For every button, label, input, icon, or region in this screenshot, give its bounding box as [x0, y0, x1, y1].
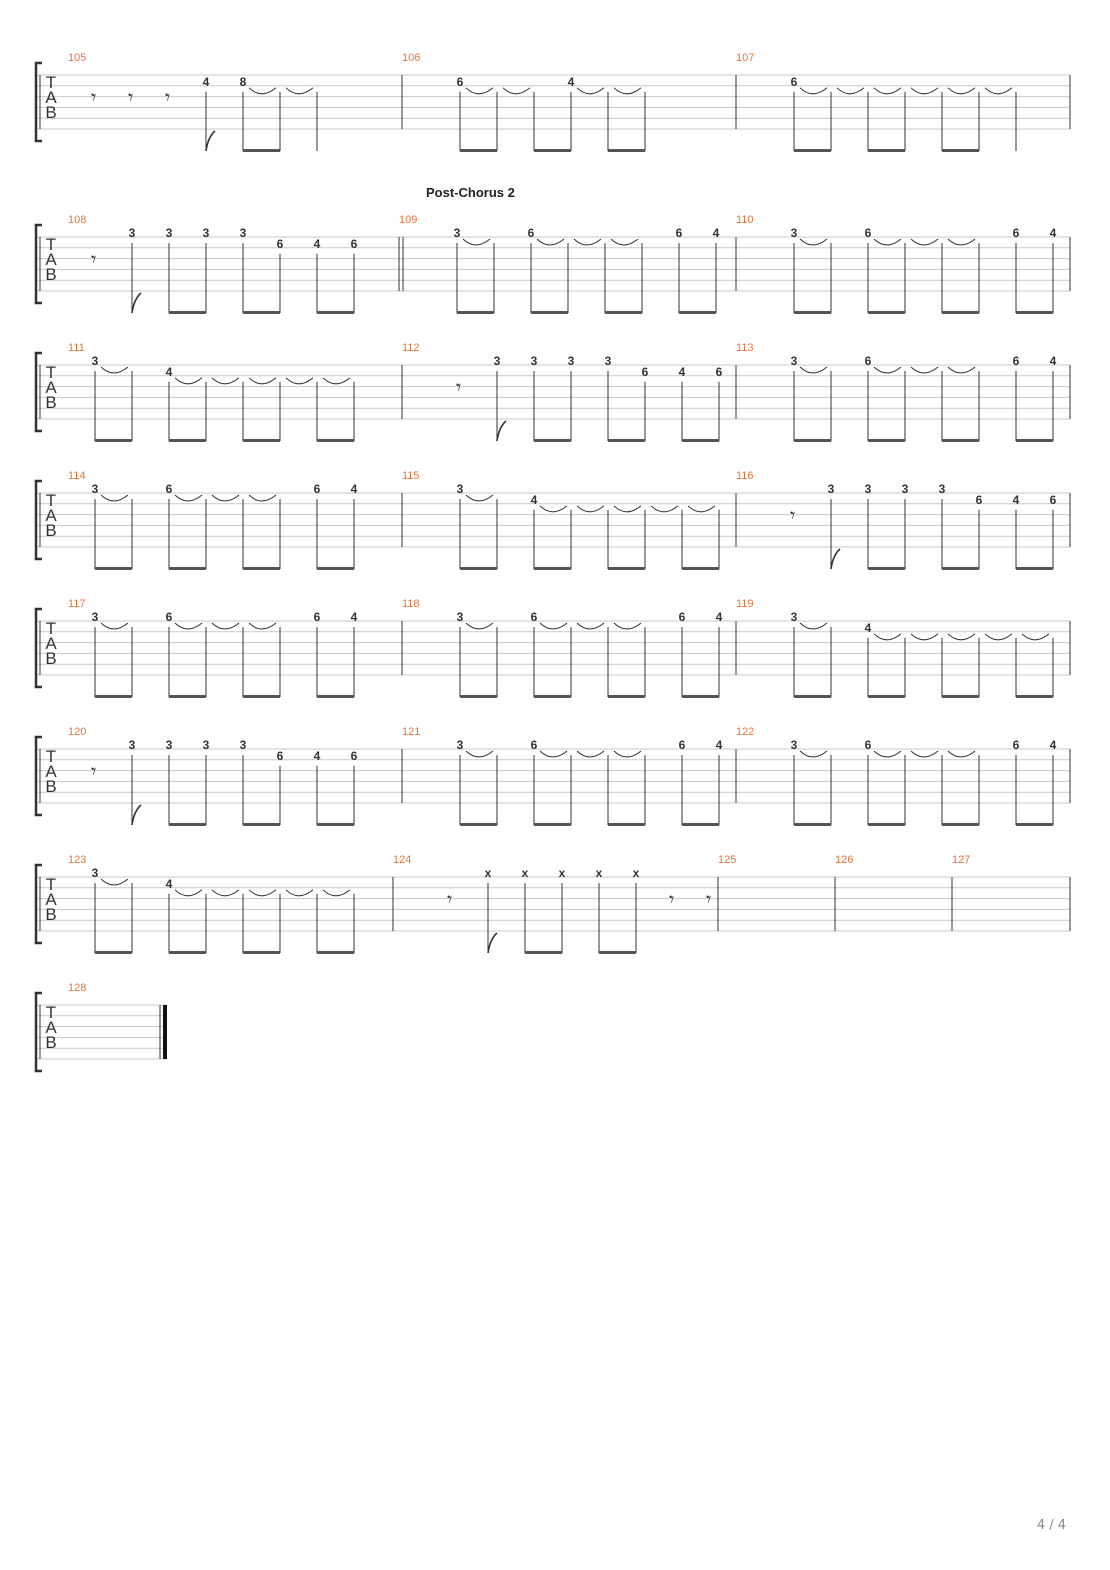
fret-number: 3 [91, 866, 99, 880]
fret-number: 3 [91, 482, 99, 496]
fret-number: x [632, 866, 640, 880]
fret-number: 4 [712, 226, 720, 240]
bar-number: 120 [68, 726, 87, 738]
eighth-rest: 𝄾 [669, 887, 675, 911]
tie-arc [911, 751, 938, 757]
fret-number: 3 [901, 482, 909, 496]
bar-number: 119 [736, 598, 754, 610]
tie-arc [1022, 634, 1049, 640]
beam [243, 149, 280, 152]
fret-number: 4 [1012, 492, 1020, 507]
beam [682, 567, 719, 570]
tie-arc [837, 88, 864, 94]
tie-arc [911, 239, 938, 245]
tie-arc [800, 623, 827, 629]
tab-clef-letter: A [45, 890, 57, 909]
beam [95, 439, 132, 442]
fret-number: 4 [715, 610, 723, 624]
bar-number: 107 [736, 52, 755, 64]
tie-arc [466, 88, 493, 94]
fret-number: 4 [350, 482, 358, 496]
beam [317, 823, 354, 826]
beam [243, 951, 280, 954]
beam [608, 567, 645, 570]
beam [534, 439, 571, 442]
tie-arc [323, 378, 350, 384]
beam [1016, 695, 1053, 698]
beam [534, 567, 571, 570]
tie-arc [286, 378, 313, 384]
bar-number: 112 [402, 342, 420, 354]
beam [534, 695, 571, 698]
bar-number: 127 [952, 854, 971, 866]
tab-clef-letter: T [45, 363, 57, 382]
fret-number: 4 [202, 74, 210, 89]
tie-arc [101, 879, 128, 885]
fret-number: 6 [1012, 226, 1020, 240]
fret-number: 6 [276, 236, 284, 251]
tie-arc [101, 623, 128, 629]
beam [460, 823, 497, 826]
beam [460, 149, 497, 152]
tie-arc [286, 890, 313, 896]
tab-clef-letter: A [45, 506, 57, 525]
tie-arc [614, 623, 641, 629]
beam [942, 567, 979, 570]
fret-number: x [521, 866, 529, 880]
note-flag [206, 131, 215, 151]
bar-number: 118 [402, 598, 420, 610]
fret-number: 6 [678, 738, 686, 752]
fret-number: 3 [453, 226, 461, 240]
fret-number: 3 [493, 354, 501, 368]
tie-arc [611, 239, 638, 245]
beam [243, 695, 280, 698]
bar-number: 109 [399, 214, 418, 226]
bar-number: 113 [736, 342, 754, 354]
tie-arc [540, 506, 567, 512]
fret-number: 6 [165, 610, 173, 624]
fret-number: 6 [641, 364, 649, 379]
tie-arc [800, 239, 827, 245]
bar-number: 110 [736, 214, 754, 226]
tab-clef-letter: B [45, 1033, 57, 1052]
fret-number: 6 [276, 748, 284, 763]
beam [1016, 823, 1053, 826]
beam [794, 311, 831, 314]
tab-clef-letter: A [45, 88, 57, 107]
fret-number: 3 [567, 354, 575, 368]
fret-number: 6 [313, 610, 321, 624]
eighth-rest: 𝄾 [128, 85, 134, 109]
fret-number: 3 [827, 482, 835, 496]
beam [169, 567, 206, 570]
note-flag [831, 549, 840, 569]
tie-arc [911, 634, 938, 640]
tab-clef-letter: B [45, 265, 57, 284]
fret-number: 6 [456, 74, 464, 89]
fret-number: 6 [678, 610, 686, 624]
beam [868, 439, 905, 442]
note-flag [497, 421, 506, 441]
beam [942, 311, 979, 314]
bar-number: 128 [68, 982, 87, 994]
fret-number: 8 [239, 74, 247, 89]
tie-arc [948, 751, 975, 757]
tie-arc [101, 367, 128, 373]
fret-number: 3 [530, 354, 538, 368]
beam [317, 951, 354, 954]
tab-system [36, 342, 1070, 442]
tie-arc [651, 506, 678, 512]
tie-arc [614, 88, 641, 94]
bar-number: 115 [402, 470, 420, 482]
tab-clef-letter: T [45, 73, 57, 92]
tie-arc [249, 623, 276, 629]
beam [95, 951, 132, 954]
tie-arc [175, 495, 202, 501]
fret-number: x [484, 866, 492, 880]
beam [243, 439, 280, 442]
tab-clef-letter: A [45, 1018, 57, 1037]
tie-arc [874, 88, 901, 94]
beam [942, 149, 979, 152]
beam [169, 823, 206, 826]
tie-arc [249, 495, 276, 501]
tie-arc [874, 367, 901, 373]
beam [794, 695, 831, 698]
beam [942, 439, 979, 442]
beam [1016, 311, 1053, 314]
fret-number: 6 [530, 610, 538, 624]
fret-number: 3 [790, 610, 798, 624]
beam [599, 951, 636, 954]
note-flag [488, 933, 497, 953]
bar-number: 108 [68, 214, 87, 226]
beam [868, 149, 905, 152]
tab-clef-letter: B [45, 521, 57, 540]
fret-number: 3 [128, 226, 136, 240]
fret-number: 6 [313, 482, 321, 496]
tie-arc [323, 890, 350, 896]
tie-arc [101, 495, 128, 501]
fret-number: x [558, 866, 566, 880]
tie-arc [503, 88, 530, 94]
fret-number: 3 [128, 738, 136, 752]
bar-number: 114 [68, 470, 86, 482]
tie-arc [948, 367, 975, 373]
beam [525, 951, 562, 954]
bar-number: 124 [393, 854, 412, 866]
tab-clef-letter: T [45, 747, 57, 766]
beam [169, 311, 206, 314]
tab-clef-letter: A [45, 250, 57, 269]
beam [243, 311, 280, 314]
tab-clef-letter: B [45, 103, 57, 122]
fret-number: 6 [165, 482, 173, 496]
tab-system [36, 726, 1070, 826]
beam [868, 823, 905, 826]
beam [682, 823, 719, 826]
beam [317, 439, 354, 442]
tab-system [36, 854, 1070, 954]
fret-number: 4 [530, 492, 538, 507]
bar-number: 105 [68, 52, 87, 64]
fret-number: 6 [1012, 738, 1020, 752]
tab-system [36, 982, 167, 1071]
fret-number: 3 [864, 482, 872, 496]
tab-clef-letter: A [45, 634, 57, 653]
eighth-rest: 𝄾 [456, 375, 462, 399]
tab-clef-letter: T [45, 619, 57, 638]
tie-arc [800, 367, 827, 373]
tab-clef-letter: A [45, 762, 57, 781]
fret-number: 3 [790, 226, 798, 240]
tie-arc [212, 623, 239, 629]
bar-number: 123 [68, 854, 87, 866]
eighth-rest: 𝄾 [447, 887, 453, 911]
tie-arc [614, 751, 641, 757]
bar-number: 126 [835, 854, 854, 866]
tab-system [36, 470, 1070, 570]
tie-arc [577, 623, 604, 629]
bar-number: 117 [68, 598, 86, 610]
tie-arc [175, 890, 202, 896]
tie-arc [985, 634, 1012, 640]
tab-clef-letter: B [45, 393, 57, 412]
fret-number: x [595, 866, 603, 880]
bar-number: 116 [736, 470, 754, 482]
tie-arc [249, 378, 276, 384]
fret-number: 6 [530, 738, 538, 752]
tie-arc [175, 623, 202, 629]
tie-arc [911, 367, 938, 373]
tie-arc [874, 239, 901, 245]
beam [317, 695, 354, 698]
fret-number: 3 [91, 354, 99, 368]
beam [95, 567, 132, 570]
section-marker: Post-Chorus 2 [426, 185, 515, 200]
tab-clef-letter: B [45, 649, 57, 668]
fret-number: 3 [456, 610, 464, 624]
beam [169, 695, 206, 698]
fret-number: 3 [790, 738, 798, 752]
fret-number: 3 [165, 738, 173, 752]
bar-number: 125 [718, 854, 737, 866]
fret-number: 3 [239, 738, 247, 752]
tie-arc [688, 506, 715, 512]
beam [608, 439, 645, 442]
beam [942, 695, 979, 698]
tie-arc [800, 88, 827, 94]
eighth-rest: 𝄾 [91, 247, 97, 271]
tie-arc [577, 88, 604, 94]
tie-arc [540, 751, 567, 757]
beam [608, 823, 645, 826]
beam [942, 823, 979, 826]
beam [682, 439, 719, 442]
tie-arc [874, 634, 901, 640]
bar-number: 121 [402, 726, 421, 738]
fret-number: 3 [790, 354, 798, 368]
tie-arc [948, 239, 975, 245]
fret-number: 6 [527, 226, 535, 240]
beam [169, 951, 206, 954]
fret-number: 4 [567, 74, 575, 89]
tie-arc [212, 495, 239, 501]
final-barline-thick [163, 1005, 167, 1059]
beam [534, 823, 571, 826]
beam [794, 439, 831, 442]
beam [605, 311, 642, 314]
beam [794, 823, 831, 826]
note-flag [132, 293, 141, 313]
eighth-rest: 𝄾 [91, 759, 97, 783]
tie-arc [466, 751, 493, 757]
tie-arc [212, 890, 239, 896]
beam [682, 695, 719, 698]
tab-system [36, 52, 1070, 152]
beam [868, 567, 905, 570]
fret-number: 3 [202, 738, 210, 752]
fret-number: 4 [678, 364, 686, 379]
fret-number: 4 [715, 738, 723, 752]
tie-arc [948, 88, 975, 94]
beam [531, 311, 568, 314]
tab-clef-letter: T [45, 1003, 57, 1022]
fret-number: 6 [350, 236, 358, 251]
beam [868, 695, 905, 698]
fret-number: 3 [165, 226, 173, 240]
fret-number: 6 [1012, 354, 1020, 368]
fret-number: 6 [790, 74, 798, 89]
page-number: 4 / 4 [1036, 1518, 1066, 1533]
beam [534, 149, 571, 152]
fret-number: 3 [456, 482, 464, 496]
eighth-rest: 𝄾 [790, 503, 796, 527]
tab-system [36, 598, 1070, 698]
tie-arc [466, 623, 493, 629]
tie-arc [911, 88, 938, 94]
tie-arc [948, 634, 975, 640]
fret-number: 6 [975, 492, 983, 507]
tie-arc [249, 890, 276, 896]
tie-arc [463, 239, 490, 245]
beam [1016, 567, 1053, 570]
fret-number: 6 [715, 364, 723, 379]
beam [868, 311, 905, 314]
fret-number: 4 [1049, 226, 1057, 240]
beam [460, 695, 497, 698]
bar-number: 111 [68, 342, 85, 354]
tie-arc [466, 495, 493, 501]
beam [169, 439, 206, 442]
fret-number: 4 [1049, 354, 1057, 368]
tie-arc [540, 623, 567, 629]
fret-number: 4 [1049, 738, 1057, 752]
tie-arc [985, 88, 1012, 94]
beam [794, 149, 831, 152]
beam [317, 567, 354, 570]
fret-number: 3 [456, 738, 464, 752]
tab-system [36, 185, 1070, 314]
fret-number: 6 [350, 748, 358, 763]
beam [460, 567, 497, 570]
fret-number: 4 [313, 748, 321, 763]
fret-number: 4 [864, 620, 872, 635]
tie-arc [577, 506, 604, 512]
fret-number: 6 [675, 226, 683, 240]
fret-number: 6 [864, 738, 872, 752]
beam [243, 823, 280, 826]
fret-number: 4 [350, 610, 358, 624]
beam [457, 311, 494, 314]
note-flag [132, 805, 141, 825]
tie-arc [574, 239, 601, 245]
fret-number: 3 [202, 226, 210, 240]
tie-arc [874, 751, 901, 757]
tie-arc [800, 751, 827, 757]
fret-number: 4 [313, 236, 321, 251]
beam [95, 695, 132, 698]
fret-number: 3 [91, 610, 99, 624]
beam [608, 695, 645, 698]
tab-clef-letter: T [45, 235, 57, 254]
tie-arc [614, 506, 641, 512]
tab-clef-letter: B [45, 905, 57, 924]
tie-arc [286, 88, 313, 94]
fret-number: 6 [1049, 492, 1057, 507]
tie-arc [577, 751, 604, 757]
fret-number: 3 [239, 226, 247, 240]
beam [1016, 439, 1053, 442]
eighth-rest: 𝄾 [706, 887, 712, 911]
tab-clef-letter: T [45, 491, 57, 510]
beam [243, 567, 280, 570]
tie-arc [249, 88, 276, 94]
eighth-rest: 𝄾 [165, 85, 171, 109]
fret-number: 3 [938, 482, 946, 496]
tie-arc [212, 378, 239, 384]
fret-number: 3 [604, 354, 612, 368]
tie-arc [175, 378, 202, 384]
eighth-rest: 𝄾 [91, 85, 97, 109]
fret-number: 4 [165, 876, 173, 891]
fret-number: 4 [165, 364, 173, 379]
beam [317, 311, 354, 314]
tie-arc [537, 239, 564, 245]
beam [608, 149, 645, 152]
fret-number: 6 [864, 226, 872, 240]
beam [679, 311, 716, 314]
tab-clef-letter: B [45, 777, 57, 796]
tab-clef-letter: T [45, 875, 57, 894]
tab-clef-letter: A [45, 378, 57, 397]
bar-number: 122 [736, 726, 755, 738]
bar-number: 106 [402, 52, 421, 64]
fret-number: 6 [864, 354, 872, 368]
